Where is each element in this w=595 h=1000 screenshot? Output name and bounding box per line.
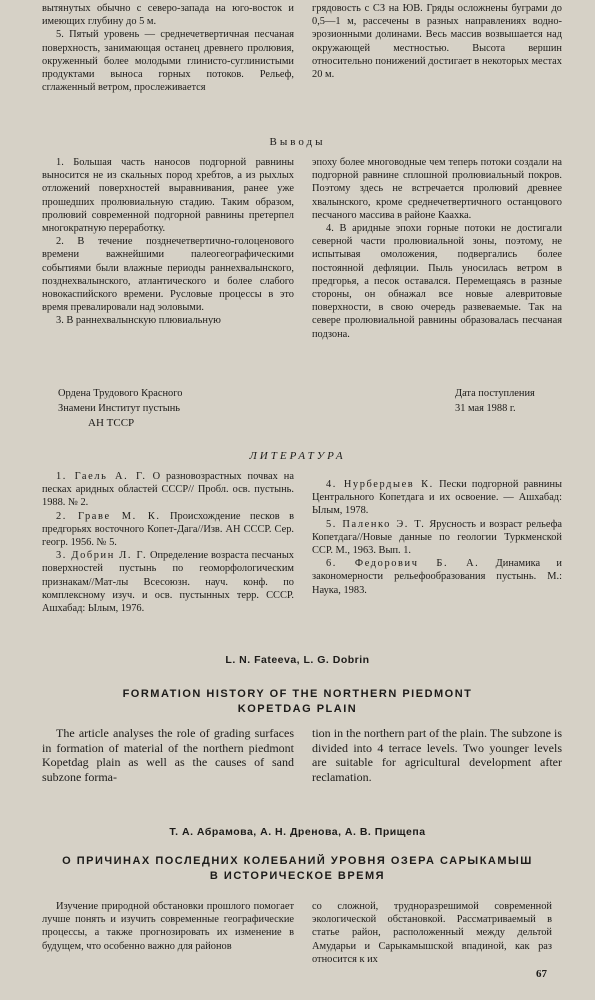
- next-article-paragraph-right: со сложной, трудноразрешимой современной экологической обстановкой. Рассматриваемый в статье район, расположенный между дельтой Амударьи и Сарыкамышской впадиной, как раз относится к их: [312, 901, 552, 965]
- reference-6-author: 6. Федорович Б. А.: [326, 558, 480, 570]
- reference-5-author: 5. Паленко Э. Т.: [326, 518, 426, 530]
- conclusion-1: 1. Большая часть наносов подгорной равнины выносится не из скальных пород хребтов, а из рыхлых отложений поверхностей выравнивания, ранее уже прошедших пролювиальную стадию. Таким образом, пролювий современной подгорной равнины претерпел многократную переработку.: [42, 157, 294, 235]
- next-article-title-line-1: О ПРИЧИНАХ ПОСЛЕДНИХ КОЛЕБАНИЙ УРОВНЯ ОЗЕРА САРЫКАМЫШ: [62, 855, 533, 867]
- next-article-authors: Т. А. Абрамова, А. Н. Дренова, А. В. Прищепа: [169, 826, 426, 838]
- reference-2: [42, 510, 294, 550]
- top-left-paragraph-2: 5. Пятый уровень — среднечетвертичная песчаная поверхность, занимающая останец древнего пролювия, окруженный более молодыми глинисто-суглинистыми продуктами выноса горных потоков. Рельеф, сглаженный ветром, прослеживается: [42, 29, 294, 94]
- reference-2-text: Происхождение песков в предгорьях восточного Копет-Дага//Изв. АН СССР. Сер. геогр. 1956. № 5.: [42, 510, 294, 549]
- top-left-column: [42, 2, 294, 94]
- institution-line-1: Ордена Трудового Красного: [58, 388, 183, 399]
- conclusion-3: 3. В раннехвалынскую плювиальную: [56, 315, 221, 327]
- institution-block: [58, 386, 298, 431]
- reference-5-text: Ярусность и возраст рельефа Копетдага//Новые данные по геологии Туркменской ССР. М., 1963. Вып. 1.: [312, 518, 562, 557]
- english-title: [0, 687, 595, 717]
- literature-right-column: [312, 478, 562, 597]
- next-article-left-column: [42, 900, 294, 953]
- conclusion-3-continued: эпоху более многоводные чем теперь потоки создали на подгорной равнине сплошной пролювиальный покров. Поэтому здесь не встречается пролювий древнее хвалынского, кроме среднечетвертичного останцового песчаного массива в районе Каахка.: [312, 157, 562, 221]
- english-summary-left: The article analyses the role of grading surfaces in formation of material of the northern piedmont Kopetdag plain as well as the causes of sand subzone forma-: [42, 726, 294, 784]
- received-block: [455, 386, 565, 416]
- english-summary-right: tion in the northern part of the plain. The subzone is divided into 4 terrace levels. Two younger levels are suitable for agricultural development after reclamation.: [312, 726, 562, 784]
- next-article-paragraph-left: Изучение природной обстановки прошлого помогает лучше понять и изучить современные географические процессы, а также прогнозировать их изменение в будущем, что особенно важно для районов: [42, 901, 294, 952]
- next-article-title-line-2: В ИСТОРИЧЕСКОЕ ВРЕМЯ: [209, 870, 386, 882]
- top-right-paragraph: грядовость с СЗ на ЮВ. Гряды осложнены буграми до 0,5—1 м, рассечены в разных направлениях водно-эрозионными долинами. Весь массив возвышается над окружающей местностью. Высота вершин относительно понижений достигает в некоторых местах 20 м.: [312, 3, 562, 81]
- english-title-line-1: FORMATION HISTORY OF THE NORTHERN PIEDMONT: [122, 688, 473, 700]
- institution-line-3: АН ТССР: [88, 417, 135, 429]
- english-left-column: [42, 726, 294, 784]
- reference-5: [312, 518, 562, 558]
- top-left-paragraph-1: вытянутых обычно с северо-запада на юго-восток и имеющих глубину до 5 м.: [42, 3, 294, 28]
- reference-4-author: 4. Нурбердыев К.: [326, 479, 434, 490]
- conclusion-4: 4. В аридные эпохи горные потоки не достигали северной части пролювиальной зоны, поэтому, не испытывая омоложения, подвергались более постоянной дефляции. Пыль уносилась ветром в предгорья, а песок оставался. Перемещаясь в разные стороны, он обнажал все новые алевритовые поверхности, в свою очередь развеваемые. Так на севере пролювиальной равнины образовалась песчаная подзона.: [312, 223, 562, 340]
- page-number: 67: [536, 968, 547, 980]
- next-article-title: [0, 854, 595, 884]
- english-title-line-2: KOPETDAG PLAIN: [237, 703, 358, 715]
- reference-3: [42, 549, 294, 615]
- institution-line-2: Знамени Институт пустынь: [58, 403, 180, 414]
- conclusions-left-column: [42, 156, 294, 328]
- reference-3-author: 3. Добрин Л. Г.: [56, 550, 148, 562]
- reference-4: [312, 478, 562, 518]
- conclusions-heading: Выводы: [269, 136, 326, 148]
- literature-heading: ЛИТЕРАТУРА: [249, 450, 346, 462]
- next-article-right-column: [312, 900, 552, 966]
- literature-left-column: [42, 470, 294, 615]
- reference-1: [42, 470, 294, 510]
- reference-3-text: Определение возраста песчаных поверхностей пустынь по геоморфологическим признакам//Мат-лы Всесоюзн. науч. конф. по комплексному изуч. и осв. пустынных терр. СССР. Ашхабад: Ылым, 1976.: [42, 550, 294, 615]
- received-date: 31 мая 1988 г.: [455, 403, 516, 414]
- top-right-column: [312, 2, 562, 81]
- english-authors: L. N. Fateeva, L. G. Dobrin: [225, 654, 370, 666]
- reference-4-text: Пески подгорной равнины Центрального Копетдага и их освоение. — Ашхабад: Ылым, 1978.: [312, 479, 562, 517]
- reference-2-author: 2. Граве М. К.: [56, 510, 161, 522]
- reference-1-author: 1. Гаель А. Г.: [56, 471, 147, 482]
- reference-6-text: Динамика и закономерности рельефообразования пустынь. М.: Наука, 1983.: [312, 558, 562, 596]
- received-label: Дата поступления: [455, 388, 535, 399]
- conclusions-right-column: [312, 156, 562, 341]
- english-right-column: [312, 726, 562, 784]
- conclusion-2: 2. В течение позднечетвертично-голоценового времени важнейшими палеогеографическими событиями были влажные периоды раннехвалынского, позднехвалынского, атлантического и более слабого новокаспийского времени. Русловые процессы в это время превалировали над эоловыми.: [42, 236, 294, 314]
- reference-6: [312, 557, 562, 597]
- reference-1-text: О разновозрастных почвах на песках аридных областей СССР// Пробл. осв. пустынь. 1988. № 2.: [42, 471, 294, 509]
